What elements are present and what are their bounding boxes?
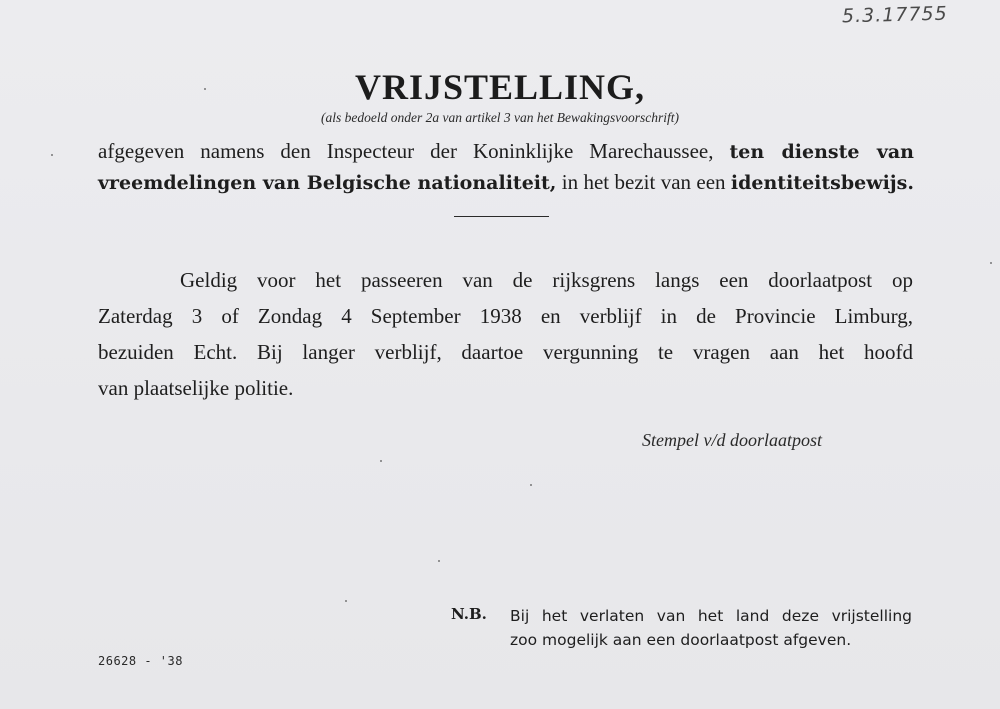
nb-note bbox=[510, 604, 912, 652]
issued-part-5: identiteitsbewijs. bbox=[730, 172, 914, 194]
body-line-4: van plaatselijke politie. bbox=[98, 376, 294, 400]
issued-line-1 bbox=[98, 136, 914, 167]
nb-line-1: Bij het verlaten van het land deze vrijstelling bbox=[510, 607, 912, 625]
separator-rule bbox=[454, 216, 549, 217]
print-code: 26628 - '38 bbox=[98, 654, 183, 668]
document-title: VRIJSTELLING, bbox=[354, 67, 646, 107]
archive-number: 5.3.17755 bbox=[841, 2, 948, 28]
issued-part-4: in het bezit van een bbox=[556, 170, 731, 194]
issued-statement bbox=[98, 136, 914, 198]
body-line-2: Zaterdag 3 of Zondag 4 September 1938 en verblijf in de Provincie Limburg, bbox=[98, 304, 913, 328]
nb-label: N.B. bbox=[451, 605, 487, 623]
issued-part-2: ten dienste van bbox=[729, 141, 914, 163]
document-subtitle: (als bedoeld onder 2a van artikel 3 van het Bewakingsvoorschrift) bbox=[320, 110, 680, 125]
paper-speck bbox=[345, 600, 347, 602]
paper-speck bbox=[530, 484, 532, 486]
stamp-label: Stempel v/d doorlaatpost bbox=[642, 430, 822, 450]
body-line-1: Geldig voor het passeeren van de rijksgrens langs een doorlaatpost op bbox=[180, 268, 913, 292]
issued-part-3: vreemdelingen van Belgische nationaliteit, bbox=[98, 172, 557, 194]
paper-speck bbox=[204, 88, 206, 90]
paper-speck bbox=[438, 560, 440, 562]
paper-speck bbox=[51, 154, 53, 156]
issued-part-1: afgegeven namens den Inspecteur der Koninklijke Marechaussee, bbox=[98, 139, 730, 163]
body-line-3: bezuiden Echt. Bij langer verblijf, daartoe vergunning te vragen aan het hoofd bbox=[98, 340, 913, 364]
nb-line-2: zoo mogelijk aan een doorlaatpost afgeven. bbox=[510, 631, 852, 649]
validity-paragraph bbox=[98, 262, 913, 406]
issued-line-2 bbox=[98, 167, 914, 198]
paper-speck bbox=[380, 460, 382, 462]
paper-speck bbox=[990, 262, 992, 264]
